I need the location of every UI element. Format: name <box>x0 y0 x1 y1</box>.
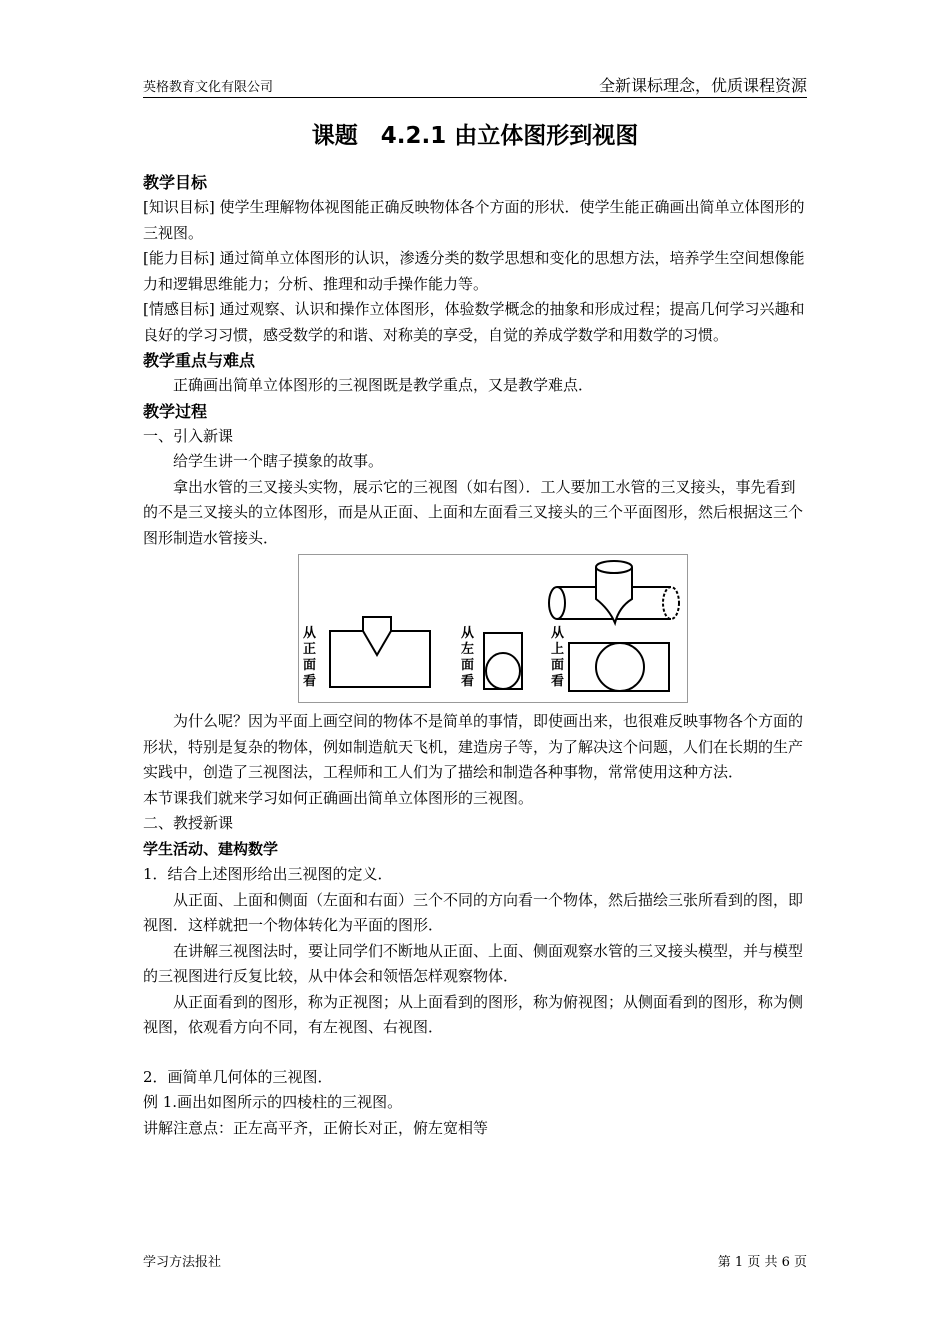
goals-heading: 教学目标 <box>143 173 208 192</box>
paragraph-7: 从正面看到的图形，称为正视图；从上面看到的图形，称为俯视图；从侧面看到的图形，称为侧视图，依观看方向不同，有左视图、右视图． <box>143 992 804 1036</box>
three-view-figure <box>298 554 688 703</box>
top-label-char-1: 从 <box>551 626 565 641</box>
top-label-char-3: 面 <box>551 658 565 673</box>
left-view-shape <box>484 633 522 689</box>
paragraph-3: 为什么呢？因为平面上画空间的物体不是简单的事情，即使画出来，也很难反映事物各个方面的形状，特别是复杂的物体，例如制造航天飞机，建造房子等，为了解决这个问题，人们在长期的生产实践中，创造了三视图法，工程师和工人们为了描绘和制造各种事物，常常使用这种方法． <box>143 712 804 781</box>
header-slogan: 全新课标理念，优质课程资源 <box>598 76 807 95</box>
document-body <box>143 170 808 1141</box>
front-view-label <box>303 626 316 689</box>
blank-line <box>143 1041 808 1065</box>
left-label-char-3: 面 <box>461 658 475 673</box>
process-heading: 教学过程 <box>143 401 208 421</box>
front-label-char-2: 正 <box>303 642 317 657</box>
left-label-char-1: 从 <box>461 626 475 641</box>
item-1: 1．结合上述图形给出三视图的定义． <box>143 865 393 883</box>
three-view-drawing <box>299 555 687 702</box>
paragraph-2: 拿出水管的三叉接头实物，展示它的三视图（如右图）．工人要加工水管的三叉接头，事先看到的不是三叉接头的立体图形，而是从正面、上面和左面看三叉接头的三个平面图形，然后根据这三个图形制造水管接头． <box>143 477 804 547</box>
front-label-char-4: 看 <box>303 674 317 689</box>
note: 讲解注意点：正左高平齐，正俯长对正，俯左宽相等 <box>143 1118 489 1137</box>
footer-publisher: 学习方法报社 <box>143 1255 222 1270</box>
front-label-char-1: 从 <box>303 626 317 641</box>
example-1: 例 1.画出如图所示的四棱柱的三视图。 <box>143 1093 403 1111</box>
item-2: 2．画简单几何体的三视图． <box>143 1067 333 1086</box>
top-view-label <box>551 626 564 689</box>
part2-heading: 二、教授新课 <box>143 814 234 832</box>
key-heading: 教学重点与难点 <box>143 351 256 370</box>
left-label-char-2: 左 <box>461 642 475 657</box>
front-view-shape <box>330 617 430 687</box>
left-view-label <box>461 626 474 689</box>
paragraph-6: 在讲解三视图法时，要让同学们不断地从正面、上面、侧面观察水管的三叉接头模型，并与模型的三视图进行反复比较，从中体会和领悟怎样观察物体． <box>143 941 804 985</box>
paragraph-5: 从正面、上面和侧面（左面和右面）三个不同的方向看一个物体，然后描绘三张所看到的图，即视图．这样就把一个物体转化为平面的图形． <box>143 890 804 934</box>
key-text: 正确画出简单立体图形的三视图既是教学重点，又是教学难点． <box>173 376 594 394</box>
goal-knowledge: [知识目标] 使学生理解物体视图能正确反映物体各个方面的形状．使学生能正确画出简单立体图形的三视图。 <box>143 198 805 242</box>
paragraph-1: 给学生讲一个瞎子摸象的故事。 <box>173 452 384 470</box>
header-rule <box>143 97 807 98</box>
top-label-char-2: 上 <box>551 642 565 657</box>
pipe-3d-shape <box>549 561 679 623</box>
part1-heading: 一、引入新课 <box>143 426 234 445</box>
footer-page-number: 第 1 页 共 6 页 <box>717 1255 807 1270</box>
goal-ability: [能力目标] 通过简单立体图形的认识，渗透分类的数学思想和变化的思想方法，培养学生空间想像能力和逻辑思维能力；分析、推理和动手操作能力等。 <box>143 249 805 293</box>
top-label-char-4: 看 <box>551 674 565 689</box>
left-label-char-4: 看 <box>461 674 475 689</box>
paragraph-4: 本节课我们就来学习如何正确画出简单立体图形的三视图。 <box>143 788 534 807</box>
front-label-char-3: 面 <box>303 658 317 673</box>
activity-heading: 学生活动、建构数学 <box>143 839 279 858</box>
goal-emotion: [情感目标] 通过观察、认识和操作立体图形，体验数学概念的抽象和形成过程；提高几何学习兴趣和良好的学习习惯，感受数学的和谐、对称美的享受，自觉的养成学数学和用数学的习惯。 <box>143 300 805 344</box>
header-company: 英格教育文化有限公司 <box>143 80 274 95</box>
top-view-shape <box>569 643 669 691</box>
page-title: 课题 4.2.1 由立体图形到视图 <box>311 123 639 149</box>
